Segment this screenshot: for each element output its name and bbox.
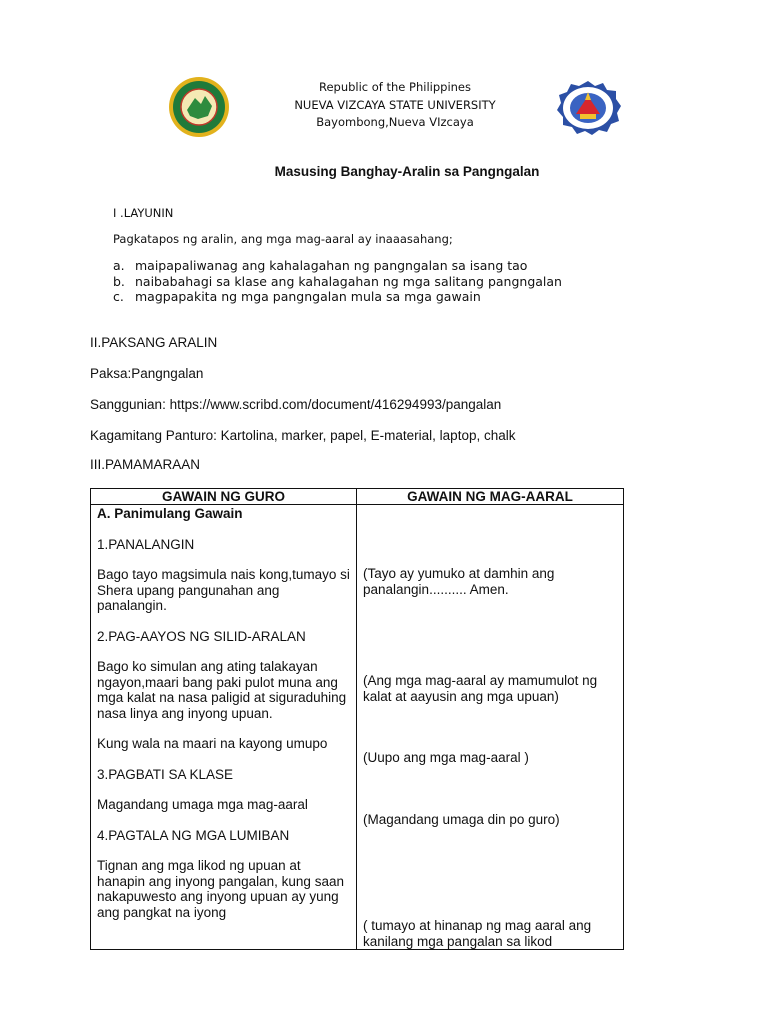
topic-line: Paksa:Pangngalan	[90, 366, 204, 381]
header-location: Bayombong,Nueva VIzcaya	[316, 115, 474, 129]
list-item: b. naibabahagi sa klase ang kahalagahan ng mga salitang pangngalan	[113, 273, 562, 289]
student-sit-response: (Uupo ang mga mag-aaral )	[363, 750, 529, 765]
reference-line: Sanggunian: https://www.scribd.com/document/416294993/pangalan	[90, 397, 502, 412]
student-arrangement-response: (Ang mga mag-aaral ay mamumulot ng kalat at aayusin ang mga upuan)	[363, 673, 598, 704]
activities-table	[90, 488, 624, 950]
list-item: c. magpapakita ng mga pangngalan mula sa mga gawain	[113, 289, 481, 304]
teacher-column-header: GAWAIN NG GURO	[91, 489, 357, 505]
student-greeting-response: (Magandang umaga din po guro)	[363, 811, 560, 827]
student-activities-cell	[357, 505, 624, 950]
list-item: a. maipapaliwanag ang kahalagahan ng pangngalan sa isang tao	[113, 258, 528, 273]
attendance-instruction: Tignan ang mga likod ng upuan at hanapin ang inyong pangalan, kung saan nakapuwesto ang inyong upuan ay yung ang pangkat na iyong	[97, 858, 344, 920]
objectives-list	[113, 258, 562, 305]
college-seal-logo	[554, 80, 622, 136]
classroom-arrangement-heading: 2.PAG-AAYOS NG SILID-ARALAN	[97, 628, 306, 644]
prayer-heading: 1.PANALANGIN	[97, 536, 195, 552]
materials-line: Kagamitang Panturo: Kartolina, marker, papel, E-material, laptop, chalk	[90, 428, 516, 443]
table-header-row	[91, 489, 624, 505]
prayer-instruction: Bago tayo magsimula nais kong,tumayo si Shera upang pangunahan ang panalangin.	[97, 567, 350, 613]
lesson-plan-title: Masusing Banghay-Aralin sa Pangngalan	[274, 164, 540, 179]
greeting-heading: 3.PAGBATI SA KLASE	[97, 766, 234, 782]
teacher-activities-cell	[91, 505, 357, 950]
section-heading: A. Panimulang Gawain	[97, 506, 243, 521]
objectives-heading: I .LAYUNIN	[113, 206, 174, 220]
institution-header	[0, 79, 768, 132]
table-row	[91, 505, 624, 950]
student-prayer-response: (Tayo ay yumuko at damhin ang panalangin.......... Amen.	[363, 566, 555, 597]
header-university: NUEVA VIZCAYA STATE UNIVERSITY	[294, 97, 496, 112]
classroom-arrangement-instruction: Bago ko simulan ang ating talakayan ngayon,maari bang paki pulot muna ang mga kalat na nasa paligid at siguraduhing nasa linya ang inyong upuan.	[97, 659, 347, 721]
header-republic: Republic of the Philippines	[318, 80, 472, 94]
greeting-text: Magandang umaga mga mag-aaral	[97, 797, 308, 812]
sit-down-instruction: Kung wala na maari na kayong umupo	[97, 736, 328, 751]
student-column-header: GAWAIN NG MAG-AARAL	[357, 489, 624, 505]
attendance-heading: 4.PAGTALA NG MGA LUMIBAN	[97, 827, 290, 843]
student-attendance-response: ( tumayo at hinanap ng mag aaral ang kanilang mga pangalan sa likod	[363, 918, 592, 949]
subject-heading: II.PAKSANG ARALIN	[90, 335, 218, 350]
procedure-heading: III.PAMAMARAAN	[90, 457, 201, 472]
objectives-intro: Pagkatapos ng aralin, ang mga mag-aaral ay inaaasahang;	[113, 232, 453, 246]
